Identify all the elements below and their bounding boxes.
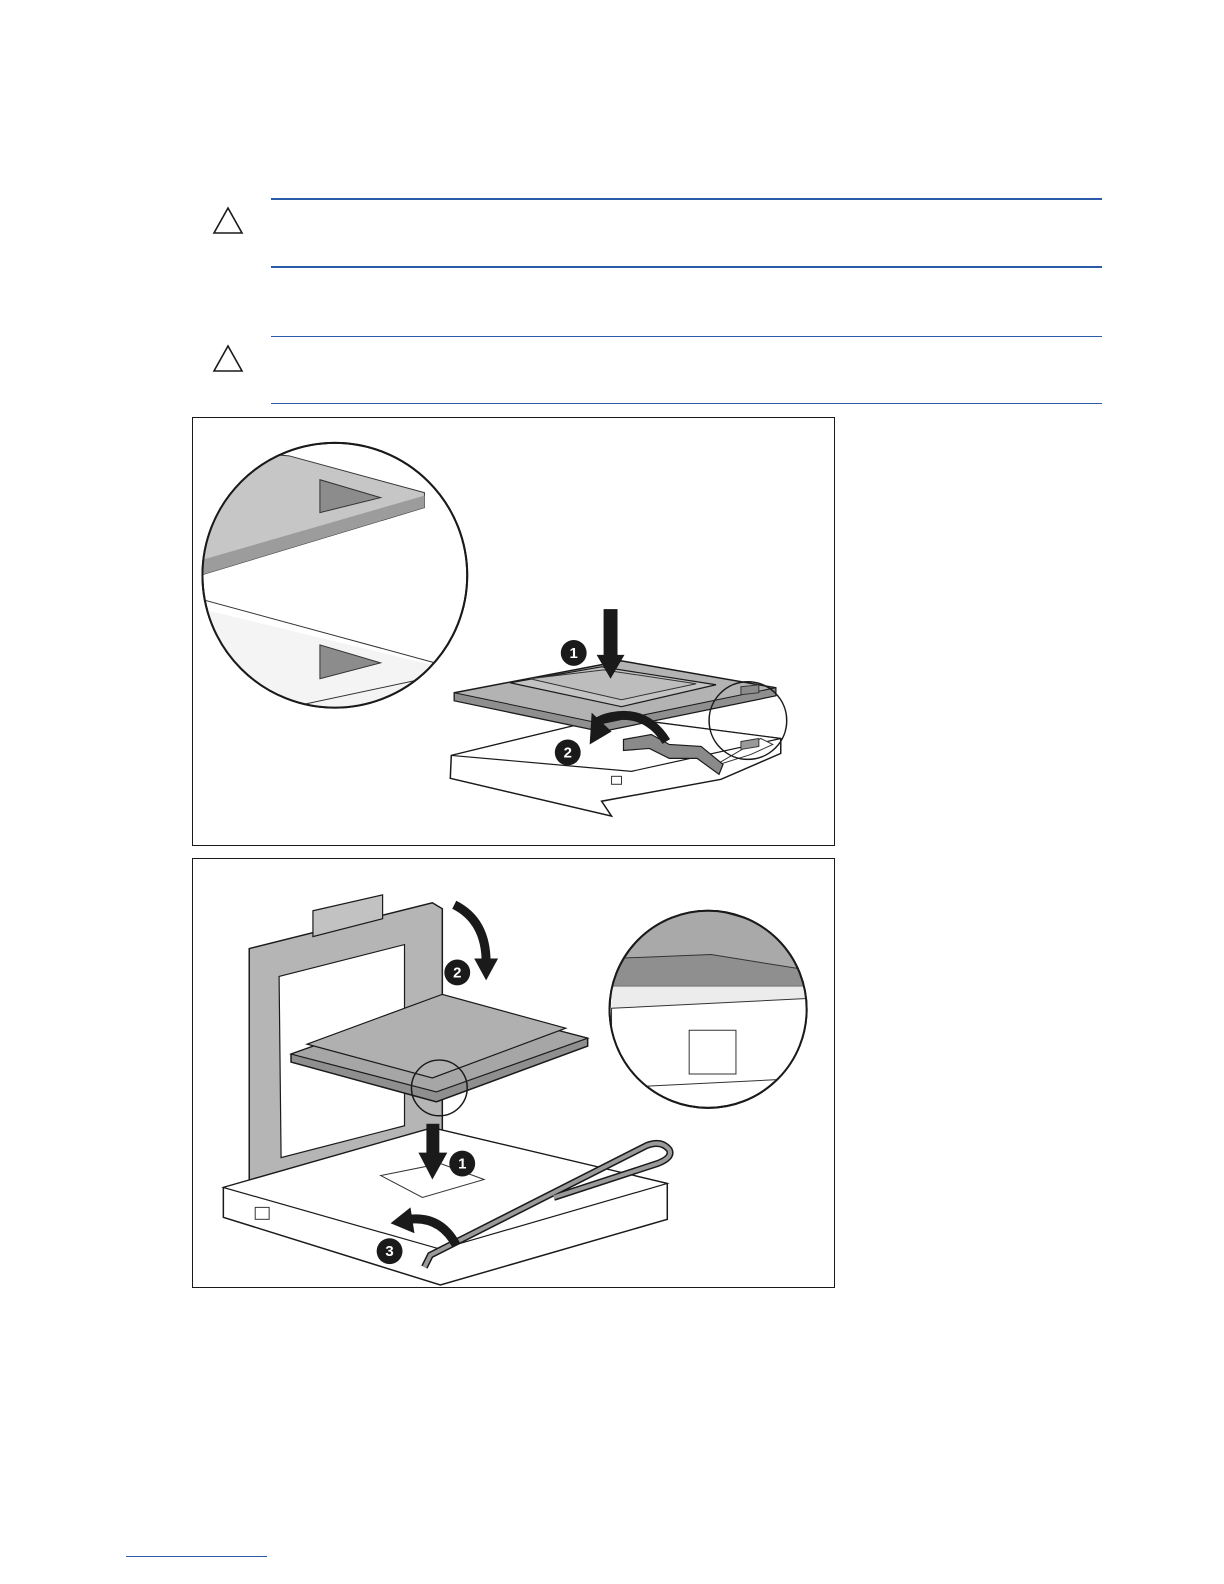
- magnified-detail: [610, 909, 811, 1108]
- svg-text:2: 2: [563, 744, 572, 762]
- divider: [271, 336, 1102, 337]
- magnified-detail: [193, 443, 467, 717]
- caution-box: [212, 198, 1102, 268]
- figure-processor-installation: [192, 858, 835, 1288]
- footer-rule: [126, 1556, 267, 1557]
- divider: [271, 403, 1102, 404]
- divider: [271, 198, 1102, 200]
- callout-3: [377, 1238, 403, 1264]
- svg-text:2: 2: [453, 964, 462, 982]
- warning-triangle-icon: [212, 206, 244, 236]
- figure-processor-removal: [192, 417, 835, 846]
- callout-1: [449, 1151, 475, 1177]
- processor: [454, 661, 775, 732]
- illustration: [193, 859, 834, 1287]
- warning-triangle-icon: [212, 344, 244, 374]
- illustration: [193, 418, 834, 845]
- svg-text:1: 1: [569, 644, 578, 662]
- svg-text:3: 3: [385, 1243, 394, 1261]
- caution-box: [212, 336, 1102, 404]
- callout-2: [444, 960, 470, 986]
- divider: [271, 266, 1102, 268]
- svg-text:1: 1: [458, 1155, 467, 1173]
- callout-2: [555, 739, 581, 765]
- socket-base: [450, 717, 780, 817]
- callout-1: [561, 640, 587, 666]
